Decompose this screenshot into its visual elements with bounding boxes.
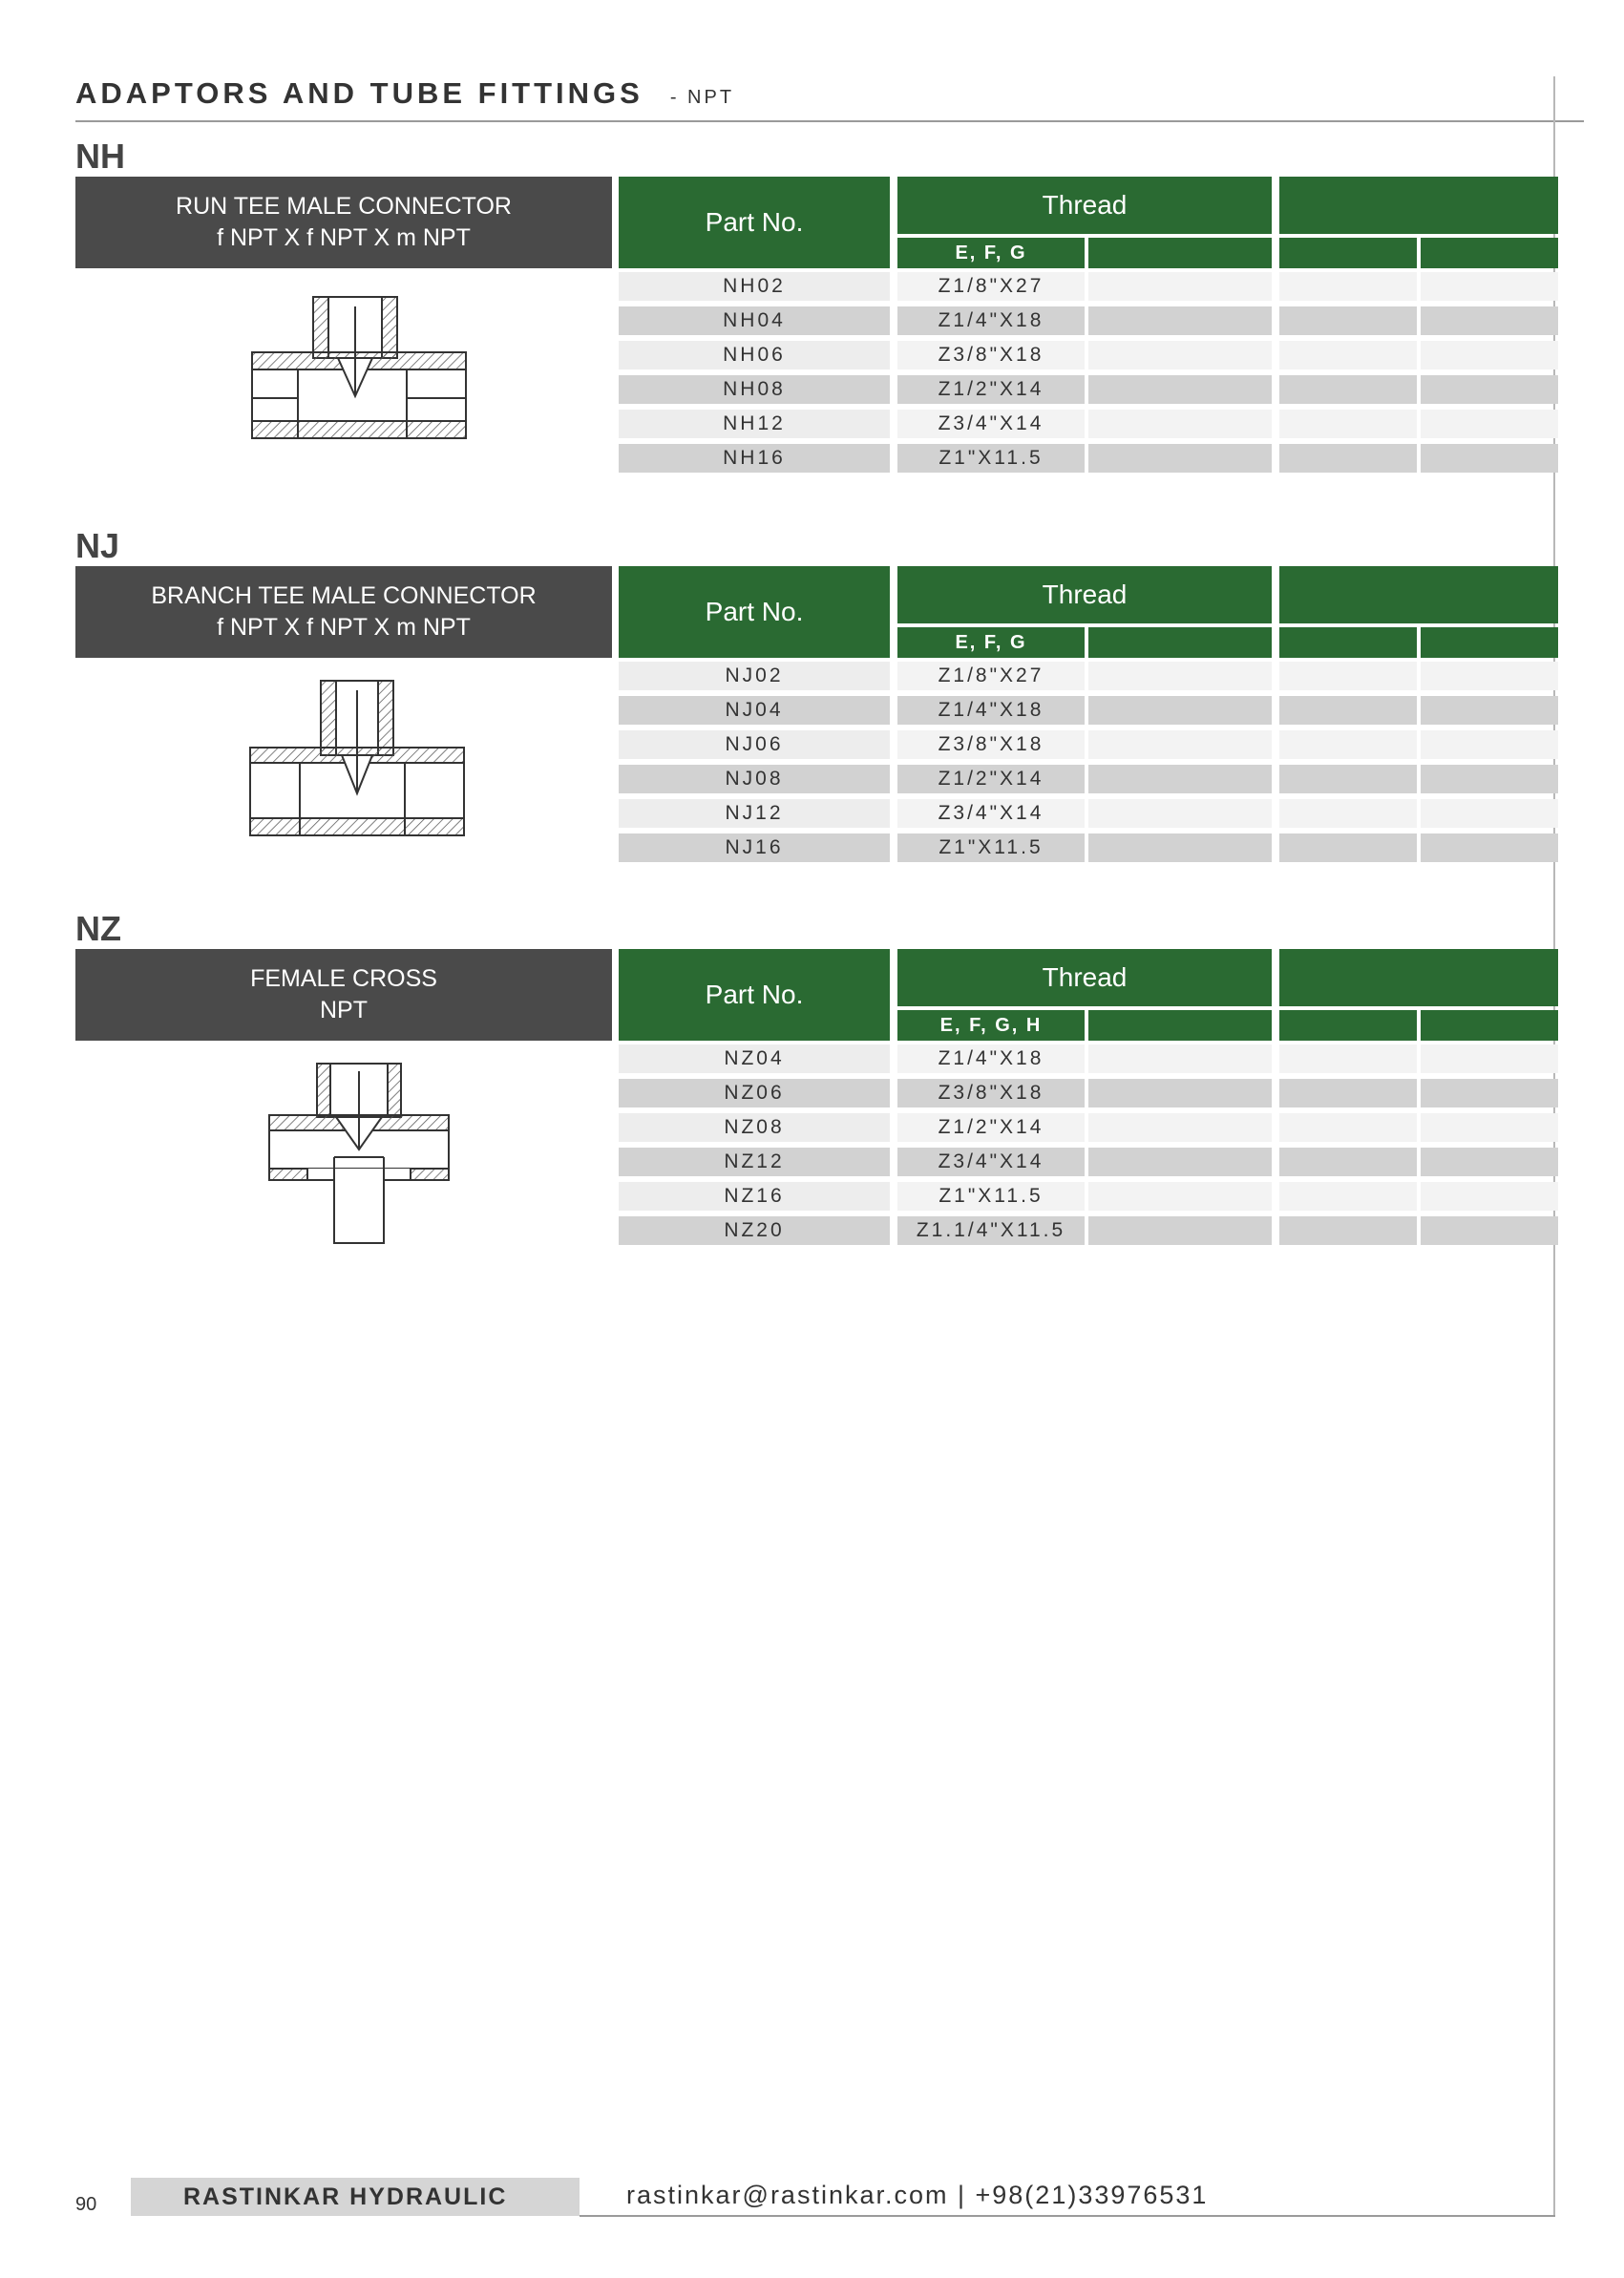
empty-cell <box>1088 1182 1272 1211</box>
thread-cell: Z1/8"X27 <box>897 662 1085 690</box>
blank-subheader <box>1421 238 1558 268</box>
empty-cell <box>1421 1216 1558 1245</box>
empty-cell <box>1279 765 1417 793</box>
title-divider <box>75 120 1584 122</box>
description-line-2: f NPT X f NPT X m NPT <box>217 614 471 641</box>
description-line-1: FEMALE CROSS <box>250 965 437 992</box>
empty-cell <box>1279 799 1417 828</box>
thread-subheader: E, F, G <box>897 627 1085 658</box>
section-code: NH <box>75 137 125 176</box>
empty-cell <box>1088 1044 1272 1073</box>
thread-header: Thread <box>897 566 1272 623</box>
empty-cell <box>1421 833 1558 862</box>
empty-cell <box>1279 341 1417 369</box>
part-no-cell: NH06 <box>619 341 890 369</box>
blank-subheader <box>1421 1010 1558 1041</box>
description-line-1: BRANCH TEE MALE CONNECTOR <box>151 582 537 609</box>
empty-cell <box>1279 833 1417 862</box>
thread-header: Thread <box>897 177 1272 234</box>
empty-cell <box>1088 341 1272 369</box>
thread-subheader: E, F, G, H <box>897 1010 1085 1041</box>
empty-cell <box>1421 1044 1558 1073</box>
empty-cell <box>1088 662 1272 690</box>
description-line-1: RUN TEE MALE CONNECTOR <box>176 193 512 220</box>
section-code: NJ <box>75 526 120 565</box>
run-tee-drawing <box>244 287 474 450</box>
thread-cell: Z1/8"X27 <box>897 272 1085 301</box>
empty-cell <box>1088 410 1272 438</box>
blank-subheader <box>1421 627 1558 658</box>
footer-divider <box>580 2215 1555 2217</box>
thread-cell: Z1/4"X18 <box>897 1044 1085 1073</box>
part-no-cell: NJ02 <box>619 662 890 690</box>
female-cross-drawing <box>258 1062 487 1253</box>
thread-cell: Z3/4"X14 <box>897 799 1085 828</box>
empty-cell <box>1088 1113 1272 1142</box>
part-no-cell: NZ08 <box>619 1113 890 1142</box>
part-no-cell: NZ20 <box>619 1216 890 1245</box>
page-title-sub: - NPT <box>669 87 735 108</box>
part-no-cell: NH08 <box>619 375 890 404</box>
empty-cell <box>1421 1079 1558 1107</box>
empty-cell <box>1421 306 1558 335</box>
empty-cell <box>1421 696 1558 725</box>
empty-cell <box>1088 696 1272 725</box>
thread-cell: Z3/4"X14 <box>897 1148 1085 1176</box>
empty-cell <box>1421 662 1558 690</box>
thread-cell: Z1/4"X18 <box>897 696 1085 725</box>
empty-cell <box>1279 662 1417 690</box>
empty-cell <box>1279 1216 1417 1245</box>
empty-cell <box>1421 1113 1558 1142</box>
part-no-cell: NJ16 <box>619 833 890 862</box>
empty-cell <box>1279 1044 1417 1073</box>
empty-cell <box>1088 1148 1272 1176</box>
part-no-cell: NJ12 <box>619 799 890 828</box>
description-line-2: NPT <box>320 997 368 1023</box>
part-no-cell: NJ04 <box>619 696 890 725</box>
blank-subheader <box>1279 238 1417 268</box>
part-no-cell: NH12 <box>619 410 890 438</box>
blank-header <box>1279 177 1558 234</box>
part-no-cell: NH04 <box>619 306 890 335</box>
product-description <box>75 177 612 268</box>
footer-contact: rastinkar@rastinkar.com | +98(21)33976531 <box>626 2181 1209 2209</box>
thread-cell: Z1/4"X18 <box>897 306 1085 335</box>
empty-cell <box>1088 272 1272 301</box>
empty-cell <box>1421 341 1558 369</box>
part-no-header: Part No. <box>619 949 890 1041</box>
empty-cell <box>1088 799 1272 828</box>
blank-subheader <box>1279 1010 1417 1041</box>
empty-cell <box>1421 730 1558 759</box>
footer-brand: RASTINKAR HYDRAULIC <box>131 2178 580 2216</box>
empty-cell <box>1279 730 1417 759</box>
thread-cell: Z3/8"X18 <box>897 341 1085 369</box>
thread-header: Thread <box>897 949 1272 1006</box>
branch-tee-drawing <box>244 677 474 839</box>
thread-cell: Z1.1/4"X11.5 <box>897 1216 1085 1245</box>
part-no-cell: NZ16 <box>619 1182 890 1211</box>
empty-cell <box>1279 1079 1417 1107</box>
part-no-header: Part No. <box>619 177 890 268</box>
thread-cell: Z1"X11.5 <box>897 833 1085 862</box>
thread-cell: Z3/4"X14 <box>897 410 1085 438</box>
empty-cell <box>1279 272 1417 301</box>
thread-cell: Z1/2"X14 <box>897 1113 1085 1142</box>
empty-cell <box>1088 1079 1272 1107</box>
empty-cell <box>1088 375 1272 404</box>
empty-cell <box>1279 444 1417 473</box>
empty-cell <box>1088 833 1272 862</box>
blank-header <box>1279 949 1558 1006</box>
empty-cell <box>1421 1182 1558 1211</box>
page-title <box>75 76 734 111</box>
product-description <box>75 949 612 1041</box>
empty-cell <box>1279 375 1417 404</box>
empty-cell <box>1088 1216 1272 1245</box>
empty-cell <box>1421 444 1558 473</box>
empty-cell <box>1088 765 1272 793</box>
empty-cell <box>1279 1148 1417 1176</box>
part-no-cell: NH02 <box>619 272 890 301</box>
empty-cell <box>1279 1182 1417 1211</box>
empty-cell <box>1421 1148 1558 1176</box>
part-no-header: Part No. <box>619 566 890 658</box>
thread-cell: Z3/8"X18 <box>897 730 1085 759</box>
empty-cell <box>1421 272 1558 301</box>
empty-cell <box>1421 410 1558 438</box>
thread-cell: Z1"X11.5 <box>897 444 1085 473</box>
page-title-main: ADAPTORS AND TUBE FITTINGS <box>75 76 643 110</box>
empty-cell <box>1088 306 1272 335</box>
part-no-cell: NJ08 <box>619 765 890 793</box>
empty-cell <box>1279 306 1417 335</box>
blank-subheader <box>1088 627 1272 658</box>
part-no-cell: NH16 <box>619 444 890 473</box>
product-description <box>75 566 612 658</box>
empty-cell <box>1421 765 1558 793</box>
empty-cell <box>1421 799 1558 828</box>
part-no-cell: NZ12 <box>619 1148 890 1176</box>
part-no-cell: NZ04 <box>619 1044 890 1073</box>
blank-subheader <box>1088 238 1272 268</box>
empty-cell <box>1279 696 1417 725</box>
empty-cell <box>1279 1113 1417 1142</box>
empty-cell <box>1279 410 1417 438</box>
empty-cell <box>1088 444 1272 473</box>
part-no-cell: NJ06 <box>619 730 890 759</box>
page-number: 90 <box>75 2194 97 2215</box>
thread-cell: Z3/8"X18 <box>897 1079 1085 1107</box>
blank-header <box>1279 566 1558 623</box>
thread-cell: Z1"X11.5 <box>897 1182 1085 1211</box>
part-no-cell: NZ06 <box>619 1079 890 1107</box>
empty-cell <box>1421 375 1558 404</box>
thread-subheader: E, F, G <box>897 238 1085 268</box>
empty-cell <box>1088 730 1272 759</box>
description-line-2: f NPT X f NPT X m NPT <box>217 224 471 251</box>
blank-subheader <box>1088 1010 1272 1041</box>
thread-cell: Z1/2"X14 <box>897 375 1085 404</box>
blank-subheader <box>1279 627 1417 658</box>
section-code: NZ <box>75 909 121 948</box>
thread-cell: Z1/2"X14 <box>897 765 1085 793</box>
